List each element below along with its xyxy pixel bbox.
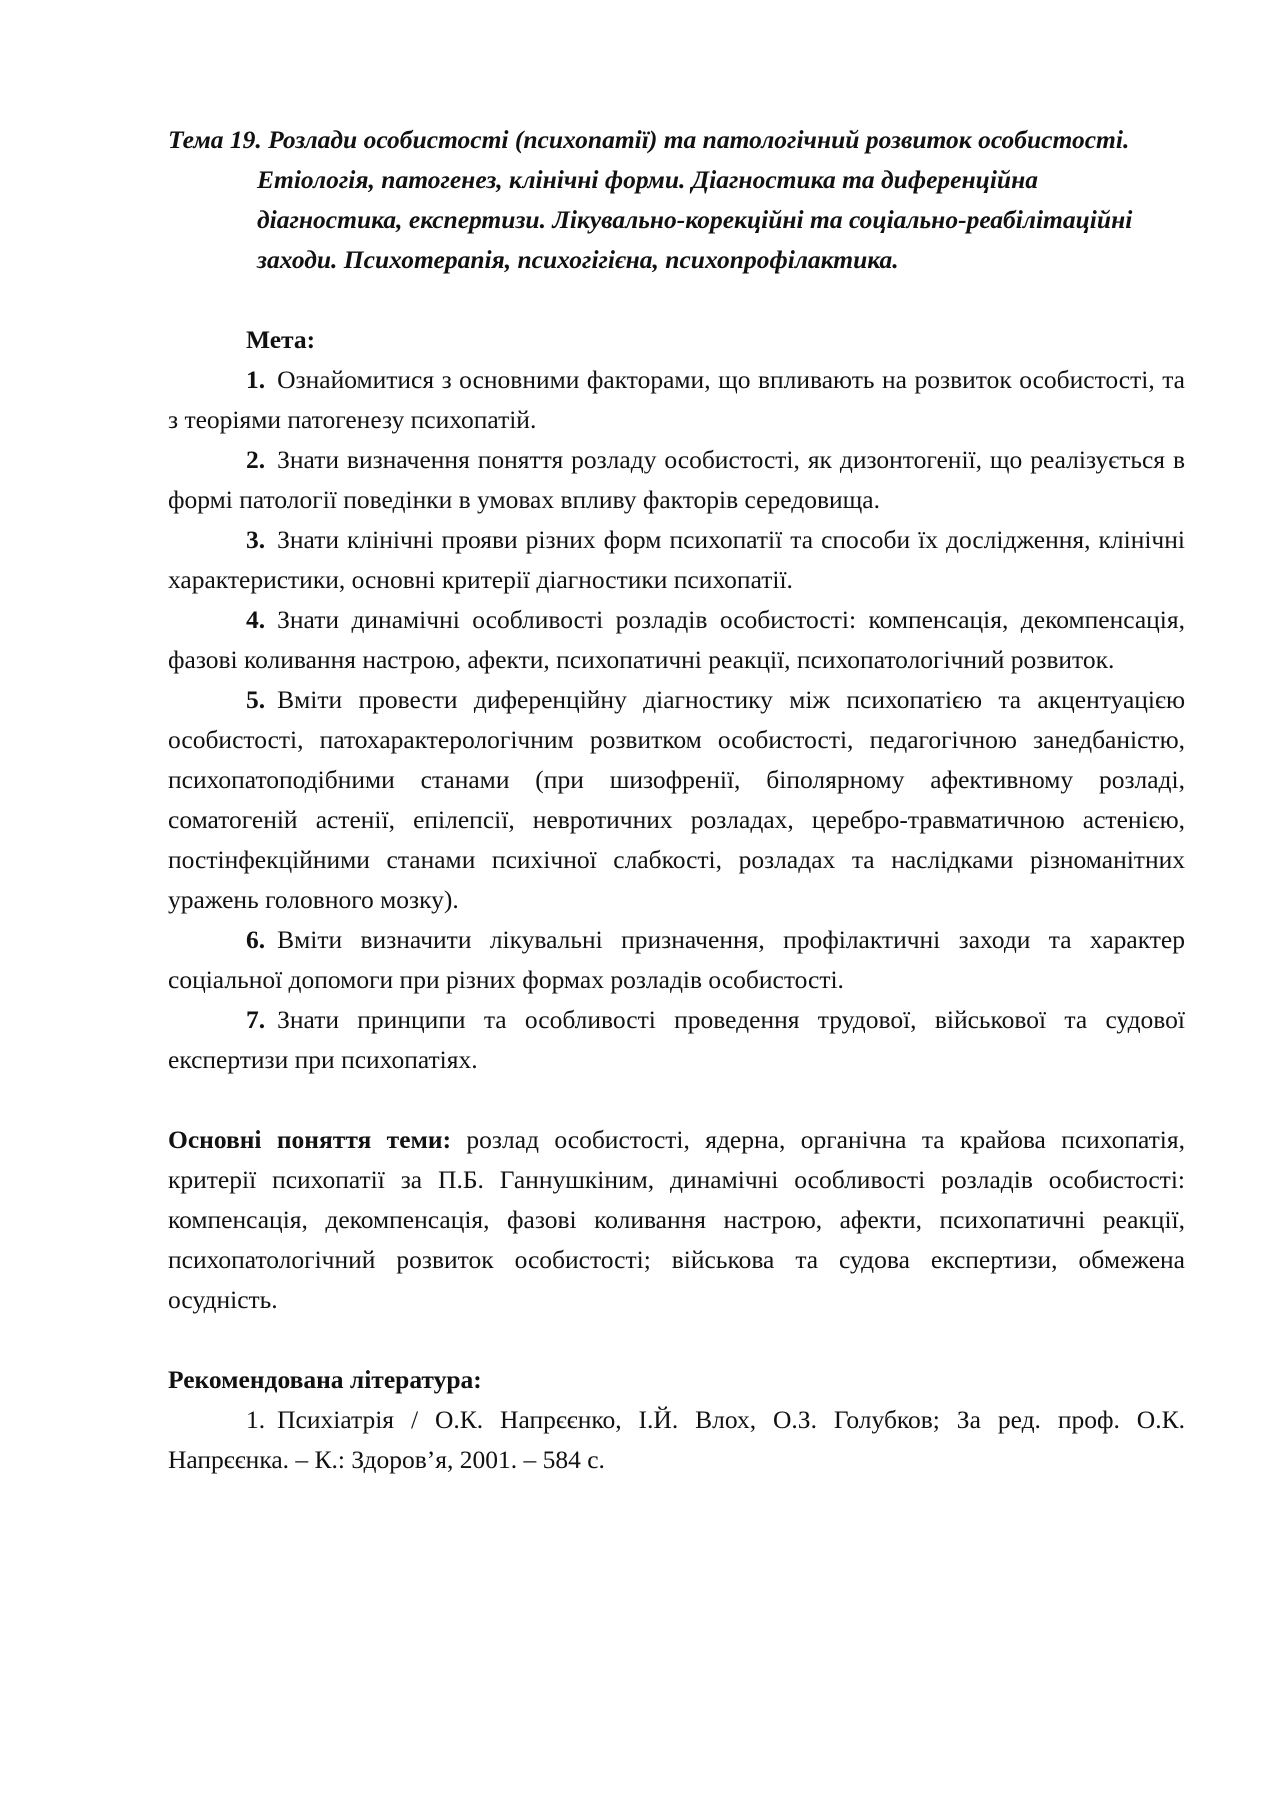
goal-text: Вміти визначити лікувальні призначення, профілактичні заходи та характер соціальної допомоги при різних формах розладів особистості. bbox=[168, 925, 1185, 994]
goal-item bbox=[168, 520, 1185, 600]
literature-number: 1. bbox=[246, 1405, 266, 1434]
goal-item bbox=[168, 600, 1185, 680]
goal-item bbox=[168, 440, 1185, 520]
goal-number: 6. bbox=[246, 925, 266, 954]
goal-text: Знати клінічні прояви різних форм психопатії та способи їх дослідження, клінічні характеристики, основні критерії діагностики психопатії. bbox=[168, 525, 1185, 594]
goal-text: Знати принципи та особливості проведення трудової, військової та судової експертизи при психопатіях. bbox=[168, 1005, 1185, 1074]
goal-number: 3. bbox=[246, 525, 266, 554]
key-concepts bbox=[168, 1120, 1185, 1320]
goal-item bbox=[168, 1000, 1185, 1080]
spacer bbox=[168, 280, 1185, 320]
goals-heading: Мета: bbox=[246, 325, 316, 354]
goal-number: 7. bbox=[246, 1005, 266, 1034]
goal-number: 2. bbox=[246, 445, 266, 474]
literature-text: Психіатрія / О.К. Напрєєнко, І.Й. Влох, О.З. Голубков; За ред. проф. О.К. Напрєєнка. – К.: Здоров’я, 2001. – 584 с. bbox=[168, 1405, 1185, 1474]
spacer bbox=[168, 1320, 1185, 1360]
goal-text: Знати визначення поняття розладу особистості, як дизонтогенії, що реалізується в формі патології поведінки в умовах впливу факторів середовища. bbox=[168, 445, 1185, 514]
goal-text: Ознайомитися з основними факторами, що впливають на розвиток особистості, та з теоріями патогенезу психопатій. bbox=[168, 365, 1185, 434]
goal-number: 1. bbox=[246, 365, 266, 394]
goal-number: 4. bbox=[246, 605, 266, 634]
spacer bbox=[168, 1080, 1185, 1120]
key-concepts-text: розлад особистості, ядерна, органічна та крайова психопатія, критерії психопатії за П.Б. Ганнушкіним, динамічні особливості розладів особистості: компенсація, декомпенсація, фазові коливання настрою, афекти, психопатичні реакції, психопатологічний розвиток особистості; військова та судова експертизи, обмежена осудність. bbox=[168, 1125, 1185, 1314]
goal-text: Вміти провести диференційну діагностику між психопатією та акцентуацією особистості, патохарактерологічним розвитком особистості, педагогічною занедбаністю, психопатоподібними станами (при шизофренії, біполярному афективному розладі, соматогеній астенії, епілепсії, невротичних розладах, церебро-травматичною астенією, постінфекційними станами психічної слабкості, розладах та наслідками різноманітних уражень головного мозку). bbox=[168, 685, 1185, 914]
literature-heading: Рекомендована література: bbox=[168, 1365, 482, 1394]
goal-text: Знати динамічні особливості розладів особистості: компенсація, декомпенсація, фазові коливання настрою, афекти, психопатичні реакції, психопатологічний розвиток. bbox=[168, 605, 1185, 674]
goal-item bbox=[168, 920, 1185, 1000]
literature-item bbox=[168, 1400, 1185, 1480]
goal-number: 5. bbox=[246, 685, 266, 714]
key-concepts-label: Основні поняття теми: bbox=[168, 1125, 452, 1154]
goal-item bbox=[168, 360, 1185, 440]
topic-title: Тема 19. Розлади особистості (психопатії) та патологічний розвиток особистості. Етіологія, патогенез, клінічні форми. Діагностика та диференційна діагностика, експертизи. Лікувально-корекційні та соціально-реабілітаційні заходи. Психотерапія, психогігієна, психопрофілактика. bbox=[168, 125, 1133, 274]
goal-item bbox=[168, 680, 1185, 920]
